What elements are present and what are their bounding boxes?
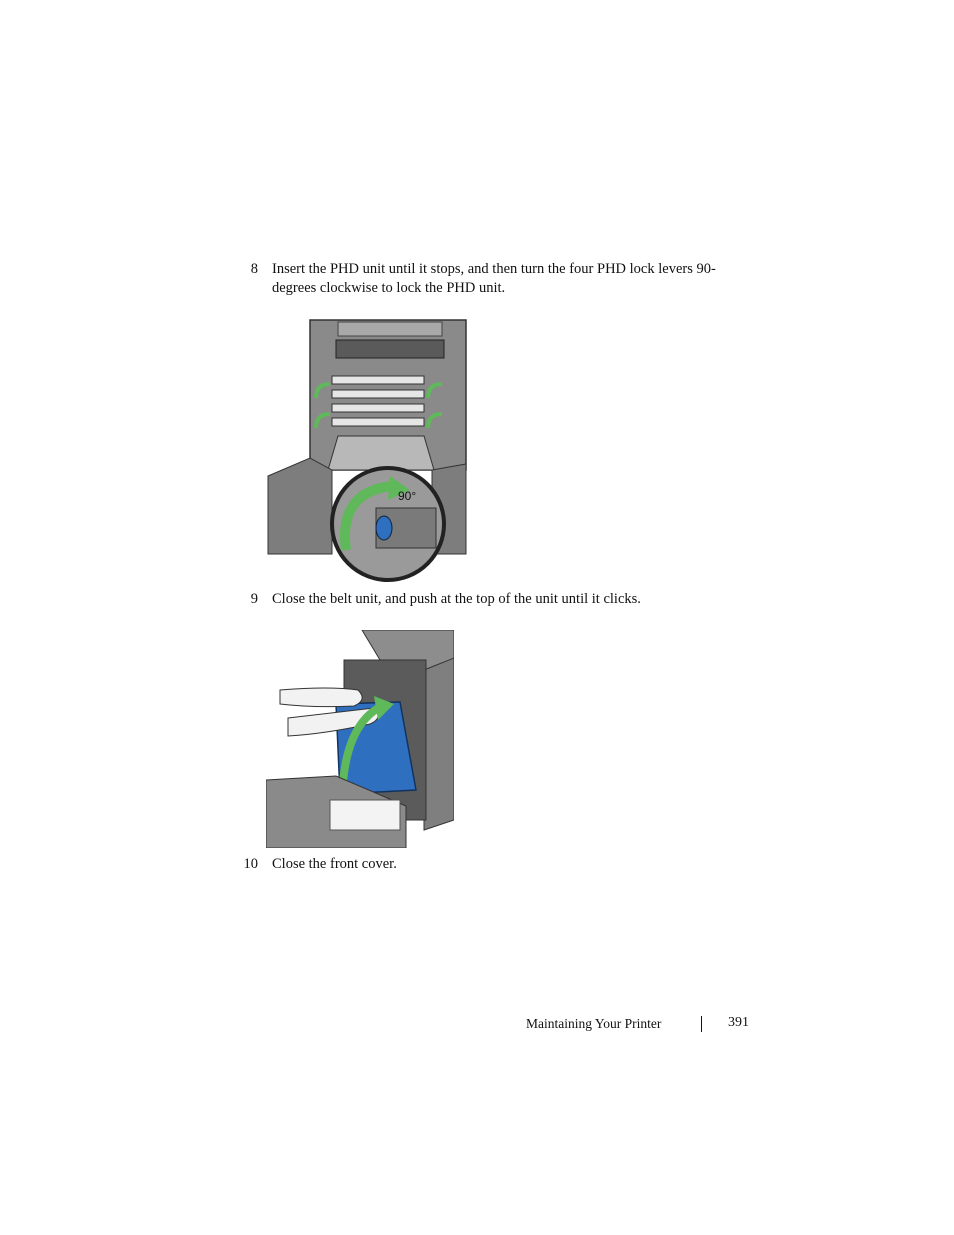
- step-text: Insert the PHD unit until it stops, and then turn the four PHD lock levers 90-degrees clockwise to lock the PHD unit.: [272, 261, 716, 296]
- close-belt-unit-illustration: [266, 630, 454, 848]
- front-cover-left: [268, 458, 332, 554]
- footer-section-title: Maintaining Your Printer: [526, 1016, 662, 1031]
- step-8: [240, 260, 760, 300]
- step-text: Close the belt unit, and push at the top of the unit until it clicks.: [272, 591, 641, 607]
- left-hand: [280, 688, 362, 707]
- step-text: Close the front cover.: [272, 856, 397, 872]
- phd-drum: [332, 418, 424, 426]
- fuser-area: [336, 340, 444, 358]
- phd-drum: [332, 376, 424, 384]
- page-number: 391: [728, 1015, 749, 1030]
- top-panel: [338, 322, 442, 336]
- step-number: 9: [250, 591, 258, 607]
- step-number: 10: [243, 856, 258, 872]
- printer-side: [424, 658, 454, 830]
- step-10: [240, 855, 760, 875]
- rotation-angle-label: 90°: [398, 489, 417, 503]
- step-9: [240, 590, 760, 610]
- footer-separator: [701, 1016, 702, 1032]
- phd-drum: [332, 390, 424, 398]
- belt-unit: [328, 436, 434, 470]
- lock-lever-icon: [376, 516, 392, 540]
- phd-lock-levers-illustration: [266, 318, 468, 584]
- paper-sheet: [330, 800, 400, 830]
- phd-drum: [332, 404, 424, 412]
- step-number: 8: [250, 261, 258, 277]
